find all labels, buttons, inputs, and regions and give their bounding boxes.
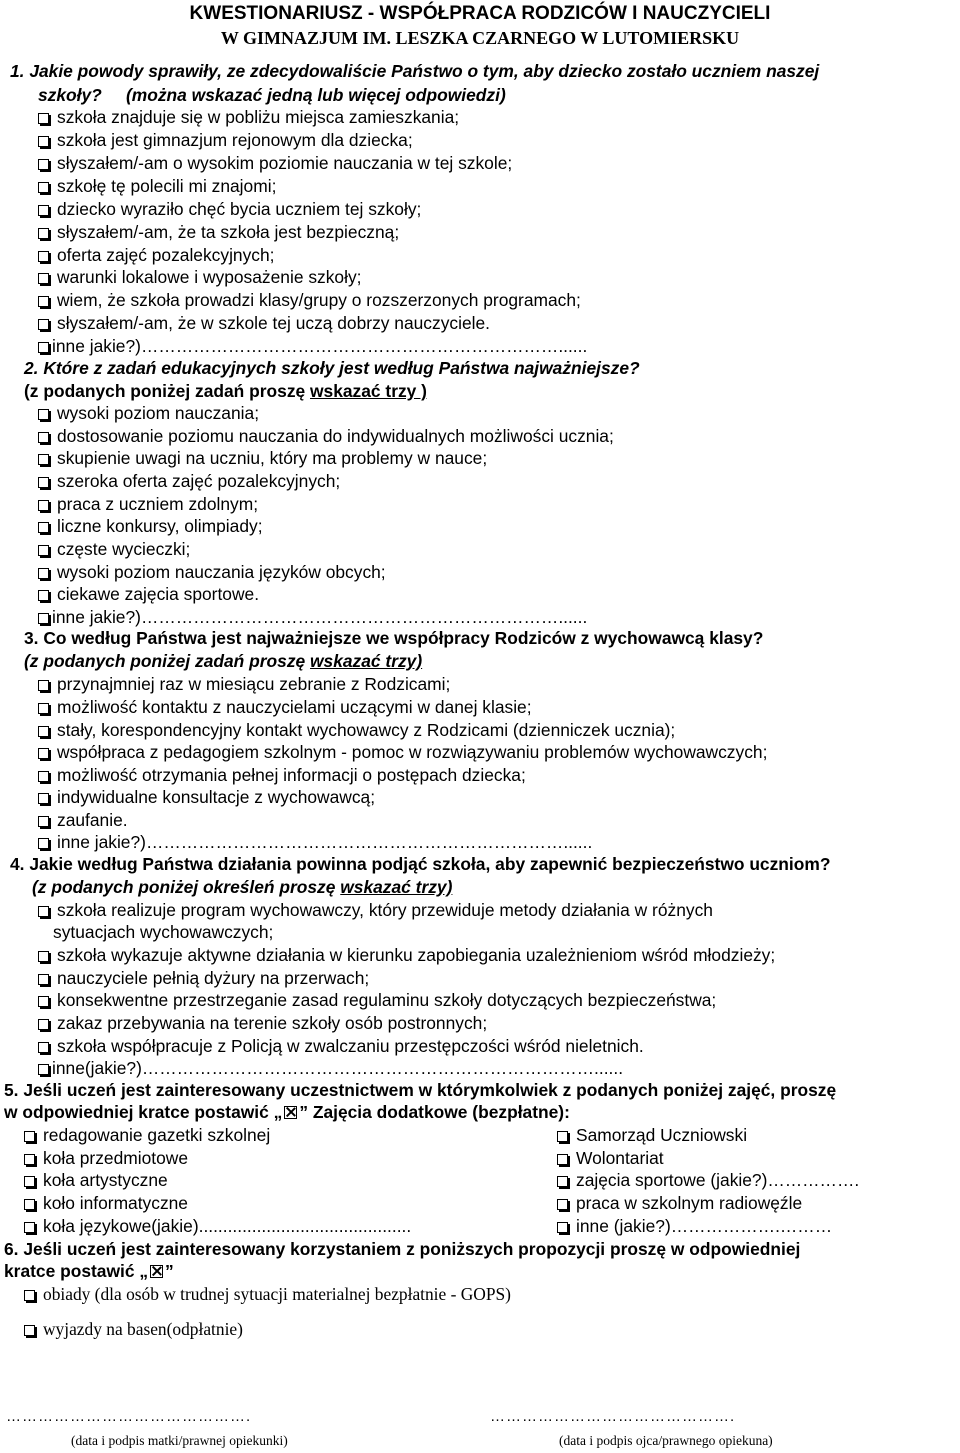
q6-text: 6. Jeśli uczeń jest zainteresowany korzystaniem z poniższych propozycji proszę w odpowiedniej xyxy=(4,1239,801,1259)
q5-left-option-2[interactable]: koła przedmiotowe xyxy=(24,1147,188,1170)
checkbox-icon[interactable] xyxy=(38,590,49,601)
q6-option-1[interactable]: obiady (dla osób w trudnej sytuacji materialnej bezpłatnie - GOPS) xyxy=(24,1283,511,1306)
checkbox-icon[interactable] xyxy=(38,568,49,579)
checkbox-icon[interactable] xyxy=(38,613,49,624)
checkbox-icon[interactable] xyxy=(38,409,49,420)
q3-option-1[interactable]: przynajmniej raz w miesiącu zebranie z Rodzicami; xyxy=(38,673,450,696)
checkbox-icon[interactable] xyxy=(38,680,49,691)
checkbox-icon[interactable] xyxy=(38,251,49,262)
q5-right-option-3[interactable]: zajęcia sportowe (jakie?)……………. xyxy=(557,1169,859,1192)
q3-option-7[interactable]: zaufanie. xyxy=(38,809,128,832)
checkbox-icon[interactable] xyxy=(38,182,49,193)
checkbox-icon[interactable] xyxy=(38,816,49,827)
q2-option-9[interactable]: ciekawe zajęcia sportowe. xyxy=(38,583,259,606)
q6-text-cont: kratce postawić „ ” xyxy=(4,1261,174,1281)
q5-right-option-4[interactable]: praca w szkolnym radiowęźle xyxy=(557,1192,802,1215)
checkbox-icon[interactable] xyxy=(38,974,49,985)
q6-option-2[interactable]: wyjazdy na basen(odpłatnie) xyxy=(24,1318,243,1341)
checkbox-icon[interactable] xyxy=(38,703,49,714)
checkbox-icon[interactable] xyxy=(38,159,49,170)
q1-option-other[interactable]: inne jakie?)………………………………………………………………...... xyxy=(38,335,587,358)
checkbox-icon[interactable] xyxy=(557,1131,568,1142)
q1-option-5[interactable]: dziecko wyraziło chęć bycia uczniem tej szkoły; xyxy=(38,198,421,221)
q4-option-3[interactable]: nauczyciele pełnią dyżury na przerwach; xyxy=(38,967,369,990)
checkbox-icon[interactable] xyxy=(38,996,49,1007)
checkbox-icon[interactable] xyxy=(24,1222,35,1233)
checkbox-icon[interactable] xyxy=(557,1154,568,1165)
checkbox-icon[interactable] xyxy=(24,1131,35,1142)
checkbox-icon[interactable] xyxy=(24,1176,35,1187)
q1-text: 1. Jakie powody sprawiły, ze zdecydowaliście Państwo o tym, aby dziecko zostało uczniem naszej xyxy=(10,61,820,81)
q2-option-8[interactable]: wysoki poziom nauczania języków obcych; xyxy=(38,561,386,584)
checkbox-icon[interactable] xyxy=(24,1199,35,1210)
checkbox-icon[interactable] xyxy=(38,793,49,804)
checkbox-icon[interactable] xyxy=(38,1064,49,1075)
q5-text-cont: w odpowiedniej kratce postawić „ ” Zajęcia dodatkowe (bezpłatne): xyxy=(4,1102,570,1122)
q2-option-2[interactable]: dostosowanie poziomu nauczania do indywidualnych możliwości ucznia; xyxy=(38,425,614,448)
q3-text: 3. Co według Państwa jest najważniejsze we współpracy Rodziców z wychowawcą klasy? xyxy=(24,628,764,648)
checkbox-icon[interactable] xyxy=(38,136,49,147)
q4-option-5[interactable]: zakaz przebywania na terenie szkoły osób postronnych; xyxy=(38,1012,487,1035)
q1-text-cont xyxy=(38,84,506,107)
q3-option-5[interactable]: możliwość otrzymania pełnej informacji o postępach dziecka; xyxy=(38,764,526,787)
q3-hint: (z podanych poniżej zadań proszę wskazać trzy) xyxy=(24,651,423,671)
q1-option-7[interactable]: oferta zajęć pozalekcyjnych; xyxy=(38,244,275,267)
q1-option-4[interactable]: szkołę tę polecili mi znajomi; xyxy=(38,175,276,198)
q5-left-option-5[interactable]: koła językowe(jakie)............................................ xyxy=(24,1215,411,1238)
checkbox-icon[interactable] xyxy=(38,205,49,216)
q5-left-option-3[interactable]: koła artystyczne xyxy=(24,1169,168,1192)
q4-option-4[interactable]: konsekwentne przestrzeganie zasad regulaminu szkoły dotyczących bezpieczeństwa; xyxy=(38,989,716,1012)
checkbox-icon[interactable] xyxy=(38,432,49,443)
q3-option-6[interactable]: indywidualne konsultacje z wychowawcą; xyxy=(38,786,375,809)
q1-option-8[interactable]: warunki lokalowe i wyposażenie szkoły; xyxy=(38,266,361,289)
checkbox-icon[interactable] xyxy=(38,726,49,737)
q3-option-3[interactable]: stały, korespondencyjny kontakt wychowawcy z Rodzicami (dzienniczek ucznia); xyxy=(38,719,675,742)
q1-hint: (można wskazać jedną lub więcej odpowiedzi) xyxy=(125,85,506,105)
q3-option-4[interactable]: współpraca z pedagogiem szkolnym - pomoc w rozwiązywaniu problemów wychowawczych; xyxy=(38,741,767,764)
checkbox-icon[interactable] xyxy=(38,906,49,917)
checkbox-icon[interactable] xyxy=(38,522,49,533)
q1-text-line2: szkoły? xyxy=(38,85,102,105)
q5-text: 5. Jeśli uczeń jest zainteresowany uczestnictwem w którymkolwiek z podanych poniżej zajęć, proszę xyxy=(4,1080,837,1100)
checkbox-icon[interactable] xyxy=(38,500,49,511)
checkbox-icon[interactable] xyxy=(38,296,49,307)
q4-text: 4. Jakie według Państwa działania powinna podjąć szkoła, aby zapewnić bezpieczeństwo uczniom? xyxy=(10,854,831,874)
q5-left-option-4[interactable]: koło informatyczne xyxy=(24,1192,188,1215)
q1-option-3[interactable]: słyszałem/-am o wysokim poziomie nauczania w tej szkole; xyxy=(38,152,512,175)
mother-signature-label: (data i podpis matki/prawnej opiekunki) xyxy=(71,1433,288,1448)
q2-text: 2. Które z zadań edukacyjnych szkoły jest według Państwa najważniejsze? xyxy=(24,358,640,378)
q1-option-2[interactable]: szkoła jest gimnazjum rejonowym dla dziecka; xyxy=(38,129,413,152)
document-title: KWESTIONARIUSZ - WSPÓŁPRACA RODZICÓW I NAUCZYCIELI xyxy=(189,3,771,24)
checkbox-icon[interactable] xyxy=(38,545,49,556)
q1-option-10[interactable]: słyszałem/-am, że w szkole tej uczą dobrzy nauczyciele. xyxy=(38,312,490,335)
q5-right-option-2[interactable]: Wolontariat xyxy=(557,1147,664,1170)
q2-option-4[interactable]: szeroka oferta zajęć pozalekcyjnych; xyxy=(38,470,340,493)
checked-box-icon xyxy=(284,1106,297,1119)
checkbox-icon[interactable] xyxy=(38,838,49,849)
q4-option-1[interactable]: szkoła realizuje program wychowawczy, który przewiduje metody działania w różnych xyxy=(38,899,713,922)
checkbox-icon[interactable] xyxy=(38,771,49,782)
q4-option-2[interactable]: szkoła wykazuje aktywne działania w kierunku zapobiegania uzależnieniom wśród młodzieży; xyxy=(38,944,775,967)
checkbox-icon[interactable] xyxy=(24,1154,35,1165)
checkbox-icon[interactable] xyxy=(38,477,49,488)
checkbox-icon[interactable] xyxy=(38,228,49,239)
q2-option-6[interactable]: liczne konkursy, olimpiady; xyxy=(38,515,263,538)
q5-left-option-1[interactable]: redagowanie gazetki szkolnej xyxy=(24,1124,270,1147)
checkbox-icon[interactable] xyxy=(38,319,49,330)
q2-hint: (z podanych poniżej zadań proszę wskazać trzy ) xyxy=(24,381,427,401)
q2-option-1[interactable]: wysoki poziom nauczania; xyxy=(38,402,259,425)
q4-option-other[interactable]: inne(jakie?)……………………………………………………………………...... xyxy=(38,1057,623,1080)
checkbox-icon[interactable] xyxy=(557,1222,568,1233)
q3-option-2[interactable]: możliwość kontaktu z nauczycielami uczącymi w danej klasie; xyxy=(38,696,532,719)
q4-hint: (z podanych poniżej określeń proszę wskazać trzy) xyxy=(32,877,453,897)
checkbox-icon[interactable] xyxy=(38,951,49,962)
q5-right-option-5[interactable]: inne (jakie?)……………….……… xyxy=(557,1215,832,1238)
checkbox-icon[interactable] xyxy=(38,113,49,124)
father-signature-label: (data i podpis ojca/prawnego opiekuna) xyxy=(559,1433,773,1448)
checkbox-icon[interactable] xyxy=(38,1019,49,1030)
q5-right-option-1[interactable]: Samorząd Uczniowski xyxy=(557,1124,747,1147)
q2-option-other[interactable]: inne jakie?)………………………………………………………………...... xyxy=(38,606,587,629)
checkbox-icon[interactable] xyxy=(557,1176,568,1187)
q1-option-9[interactable]: wiem, że szkoła prowadzi klasy/grupy o rozszerzonych programach; xyxy=(38,289,581,312)
checkbox-icon[interactable] xyxy=(38,1042,49,1053)
q4-option-1-cont: sytuacjach wychowawczych; xyxy=(53,922,274,942)
checked-box-icon xyxy=(150,1265,163,1278)
mother-signature-line[interactable]: ………………………………………. xyxy=(6,1408,252,1425)
q4-option-6[interactable]: szkoła współpracuje z Policją w zwalczaniu przestępczości wśród nieletnich. xyxy=(38,1035,644,1058)
checkbox-icon[interactable] xyxy=(38,273,49,284)
checkbox-icon[interactable] xyxy=(24,1325,35,1336)
checkbox-icon[interactable] xyxy=(24,1290,35,1301)
q2-option-7[interactable]: częste wycieczki; xyxy=(38,538,190,561)
q1-option-6[interactable]: słyszałem/-am, że ta szkoła jest bezpieczną; xyxy=(38,221,399,244)
checkbox-icon[interactable] xyxy=(38,454,49,465)
q2-option-5[interactable]: praca z uczniem zdolnym; xyxy=(38,493,258,516)
checkbox-icon[interactable] xyxy=(38,342,49,353)
q1-option-1[interactable]: szkoła znajduje się w pobliżu miejsca zamieszkania; xyxy=(38,106,459,129)
q3-option-other[interactable]: inne jakie?)………………………………………………………………...... xyxy=(38,831,592,854)
checkbox-icon[interactable] xyxy=(557,1199,568,1210)
school-name: W GIMNAZJUM IM. LESZKA CZARNEGO W LUTOMIERSKU xyxy=(220,28,740,48)
father-signature-line[interactable]: ………………………………………. xyxy=(490,1408,736,1425)
checkbox-icon[interactable] xyxy=(38,748,49,759)
q2-option-3[interactable]: skupienie uwagi na uczniu, który ma problemy w nauce; xyxy=(38,447,487,470)
